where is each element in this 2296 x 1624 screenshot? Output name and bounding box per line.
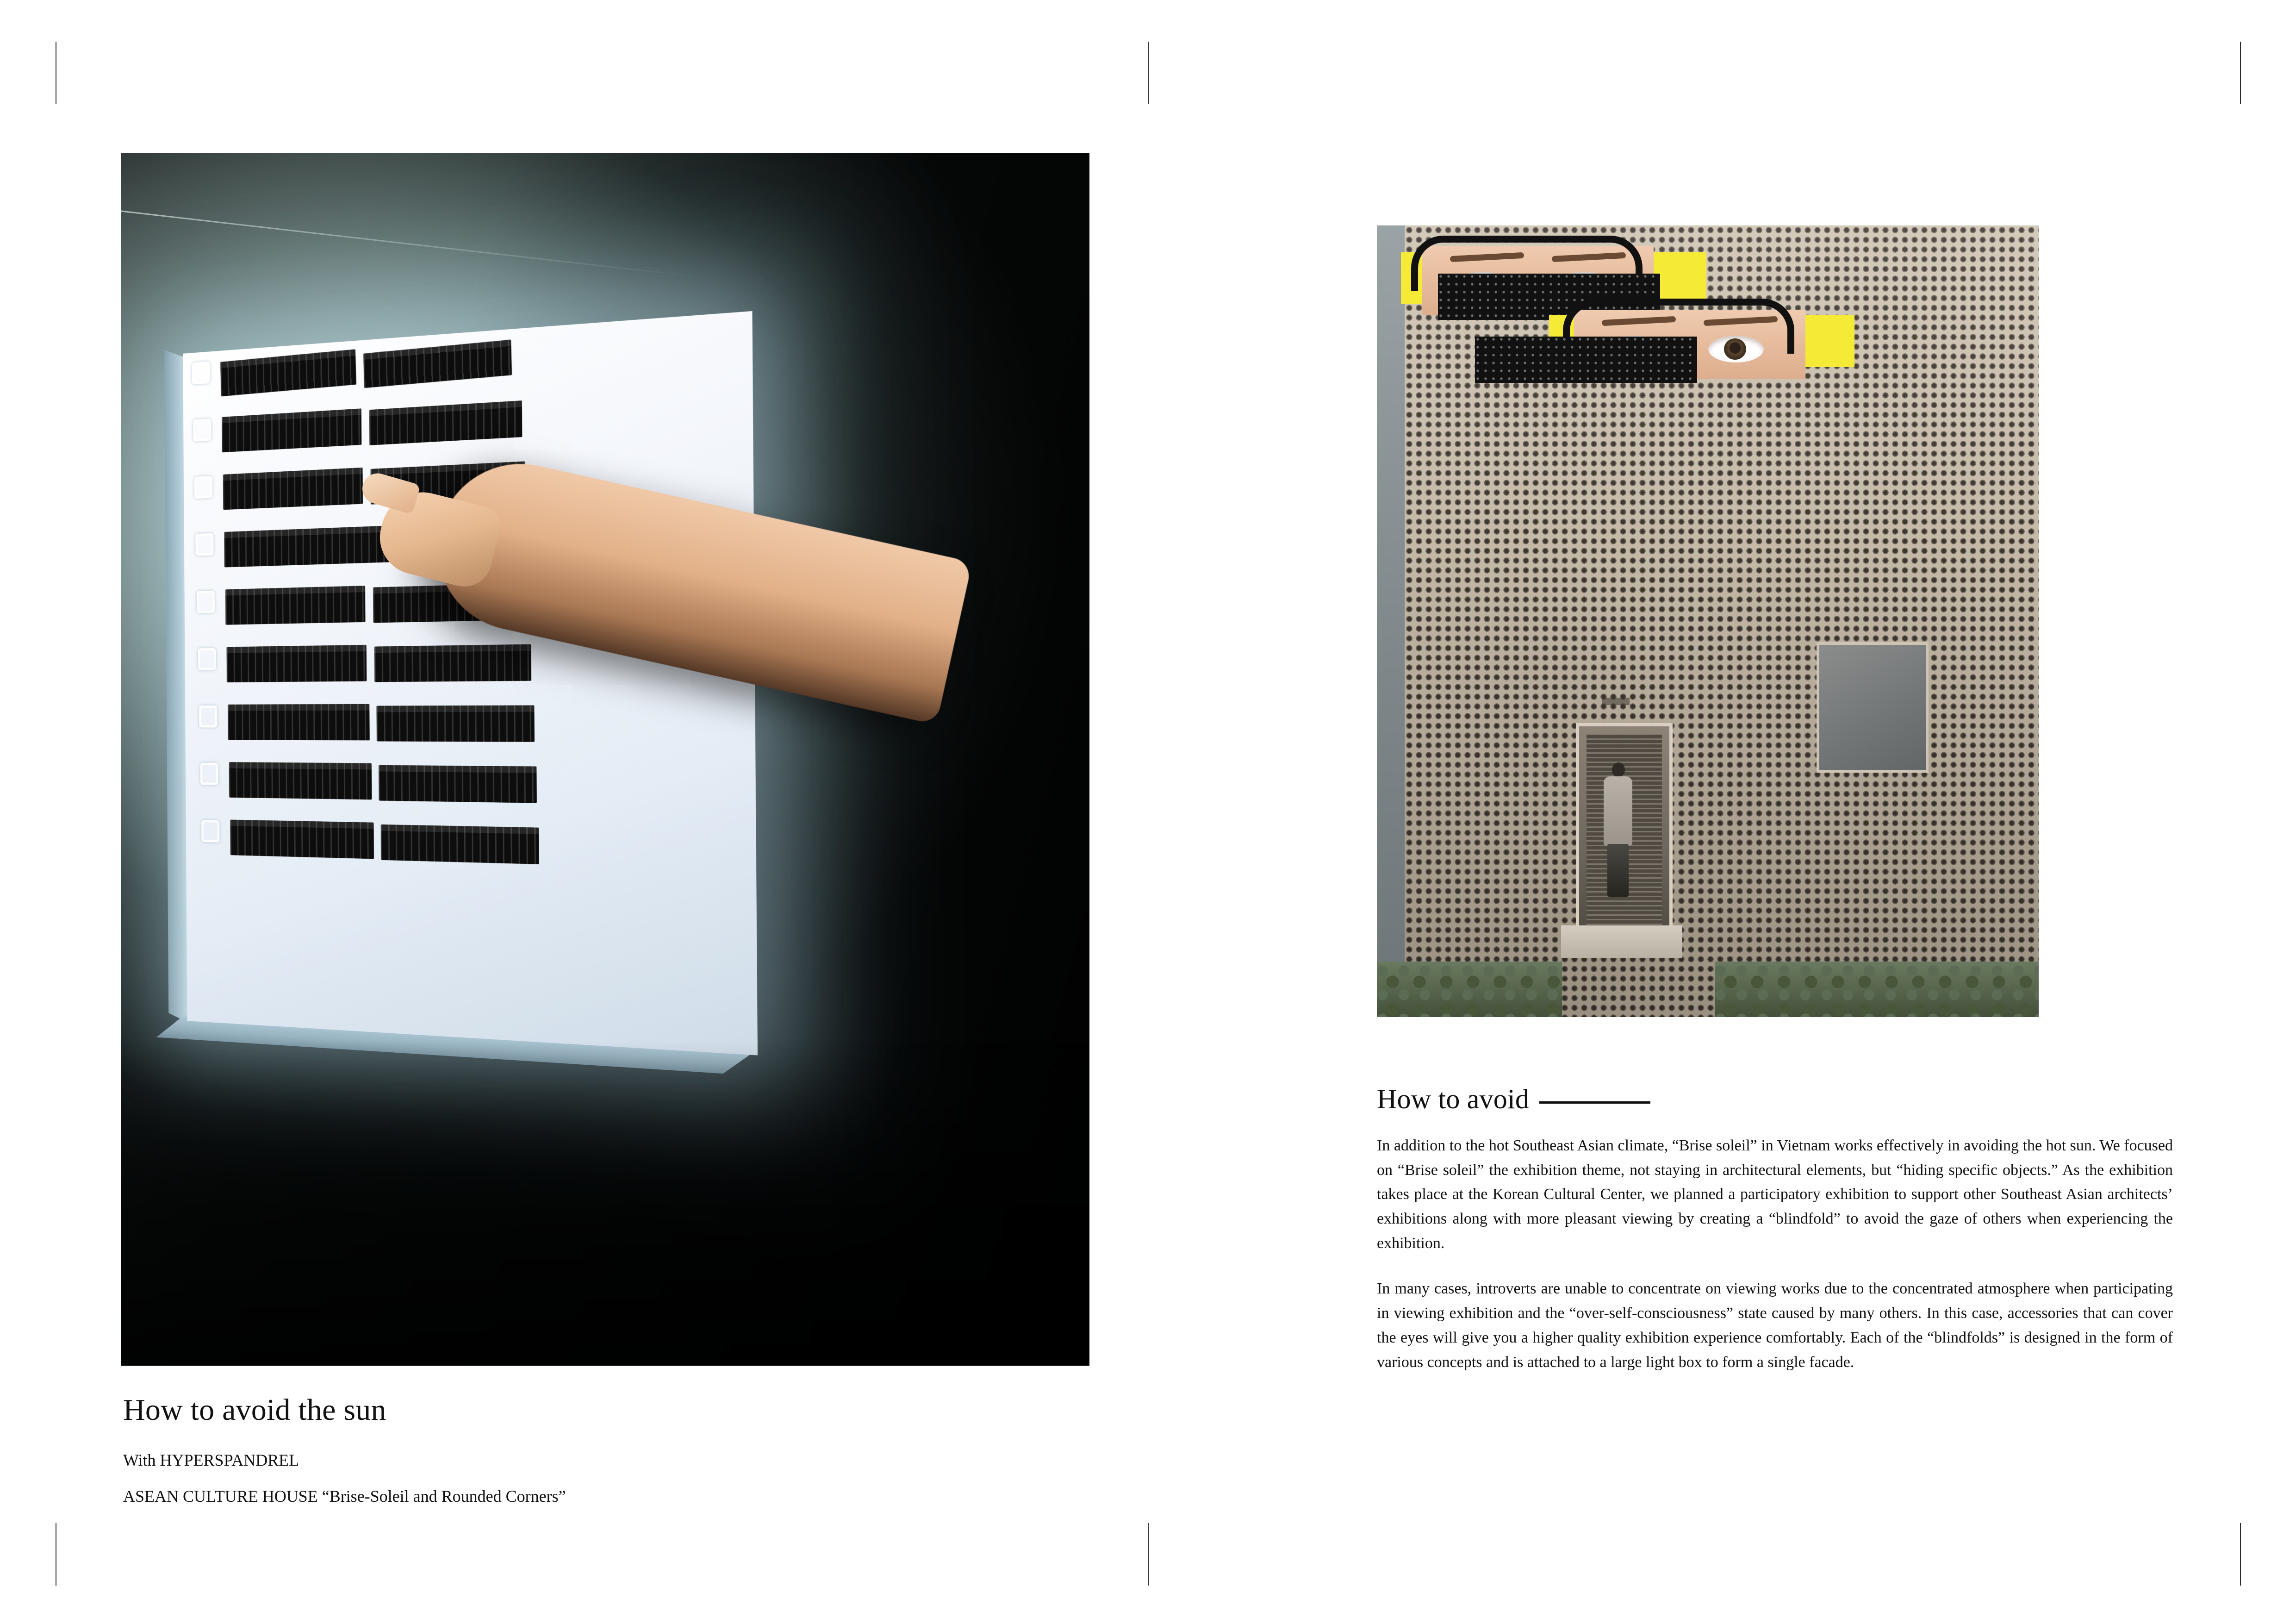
facade-signage [1602,698,1630,705]
hedge-right [1715,962,2039,1017]
lightbox-panel [183,311,758,1056]
facade-collage-photo [1377,225,2039,1017]
louvre-clip [194,476,212,499]
louvre-bar [225,586,366,625]
hedge-left [1377,962,1562,1017]
person-figure [1601,762,1635,897]
floor-shadow [121,1042,1089,1366]
louvre-bar [226,645,367,682]
louvre-bar [376,705,535,742]
louvre-clip [198,648,216,670]
lightbox-panel-face [183,311,758,1056]
entrance-step [1561,925,1682,958]
louvre-clip [199,706,217,728]
right-page-title [1377,1083,2173,1115]
louvre-bar [369,400,523,445]
right-paragraph-1: In addition to the hot Southeast Asian climate, “Brise soleil” in Vietnam works effectively in avoiding the hot sun. We focused on “Brise soleil” the exhibition theme, not staying in architectural elements, but “hiding specific objects.” As the exhibition takes place at the Korean Cultural Center, we planned a participatory exhibition to support other Southeast Asian architects’ exhibitions along with more pleasant viewing by creating a “blindfold” to avoid the gaze of others when experiencing the exhibition. [1377,1137,2173,1252]
louvre-bar [222,408,361,452]
person-legs [1607,844,1629,897]
louvre-bar [374,644,531,682]
right-text-block [1377,1083,2173,1396]
title-blank-rule [1539,1101,1650,1104]
louvre-bar [381,824,539,864]
louvre-clip [200,763,218,785]
louvre-bar [229,762,372,800]
left-credit-line: With HYPERSPANDREL [123,1451,299,1470]
louvre-bar [228,704,370,741]
right-page [1148,0,2296,1624]
louvre-bar [220,349,356,396]
person-head [1612,762,1625,777]
louvre-clip [192,361,210,384]
louvre-bar [230,820,374,859]
louvre-bar [363,340,512,388]
louvre-clip [193,418,211,442]
left-caption-block [123,1393,1002,1520]
left-page-title: How to avoid the sun [123,1393,386,1427]
right-paragraph-2: In many cases, introverts are unable to concentrate on viewing works due to the concentrated atmosphere when participating in viewing exhibition and the “over-self-consciousness” state caused by many others. In this case, accessories that can cover the eyes will give you a higher quality exhibition experience comfortably. Each of the “blindfolds” is designed in the form of various concepts and is attached to a large light box to form a single facade. [1377,1280,2173,1371]
grey-window-panel [1817,642,1929,773]
louvre-bar [223,468,363,510]
blindfold-band [1475,337,1697,383]
person-body [1604,776,1632,846]
louvre-clip [197,591,215,613]
right-page-title-text: How to avoid [1377,1084,1530,1114]
louvre-clip [201,820,219,843]
blindfold-collage-lower [1475,299,1854,437]
left-project-line: ASEAN CULTURE HOUSE “Brise-Soleil and Rounded Corners” [123,1487,566,1506]
louvre-bar [379,765,537,803]
louvre-clip [195,533,213,556]
lightbox-installation-photo [121,153,1089,1366]
